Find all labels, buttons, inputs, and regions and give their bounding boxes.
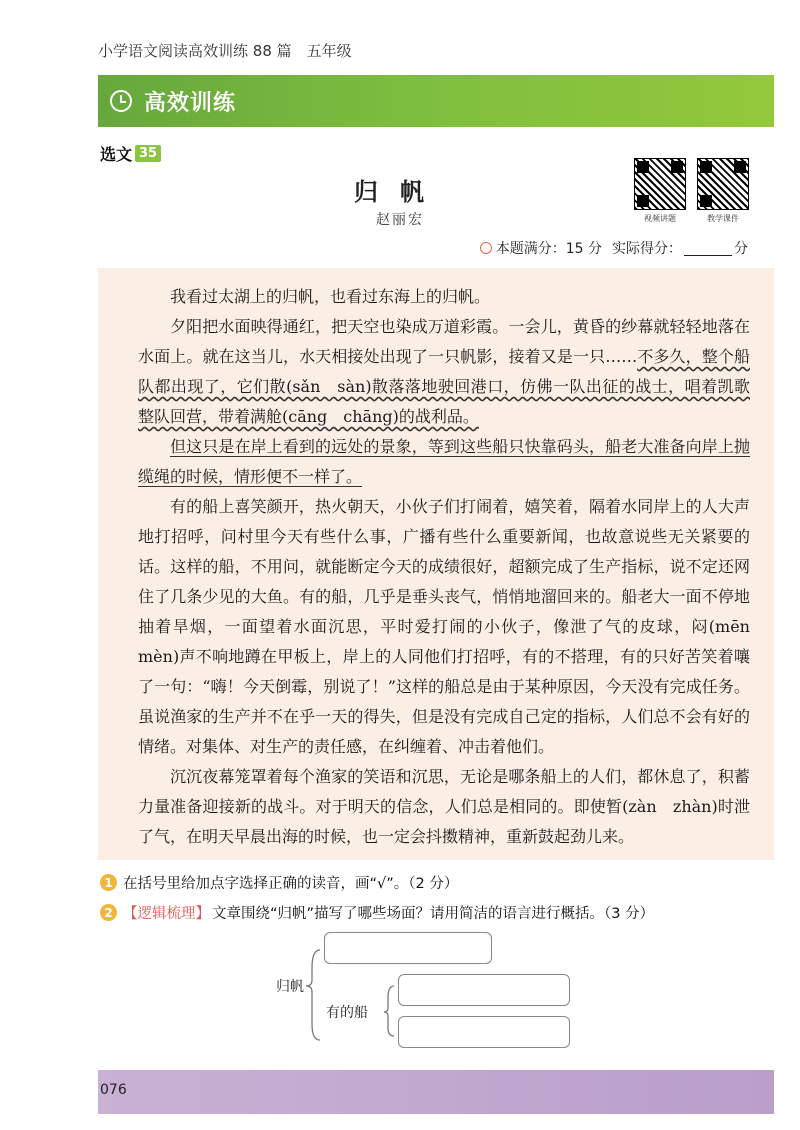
question-number: 1 [100,874,117,891]
section-label [100,142,161,165]
question-text: 文章围绕“归帆”描写了哪些场面？请用简洁的语言进行概括。（3 分） [212,906,655,922]
article-body [98,268,774,860]
article-title: 归帆 [354,177,446,206]
footer-band [98,1070,774,1114]
question-1 [100,872,780,893]
training-banner [98,75,774,127]
paragraph-3 [138,432,750,492]
section-number: 35 [135,145,161,162]
question-number: 2 [100,904,117,921]
clock-icon [110,90,132,112]
question-2 [100,902,780,923]
page-number: 076 [100,1082,127,1098]
answer-box-3[interactable] [398,1016,570,1048]
question-list [100,872,780,932]
article-author: 赵丽宏 [376,212,424,228]
qr-caption-courseware: 教学课件 [707,214,739,223]
paragraph-5: 沉沉夜幕笼罩着每个渔家的笑语和沉思，无论是哪条船上的人们，都休息了，积蓄力量准备迎接新的战斗。对于明天的信念，人们总是相同的。即使暂(zàn zhàn)时泄了气，在明天早晨出海的时候，也一定会抖擞精神，重新鼓起劲儿来。 [138,767,750,846]
qr-code-icon [634,158,686,210]
book-title: 小学语文阅读高效训练 88 篇 五年级 [98,42,352,60]
score-line [480,238,748,258]
section-label-text: 选文 [100,145,133,164]
score-unit: 分 [734,241,748,257]
actual-score-label: 实际得分： [612,241,682,257]
wavy-underlined-sentence: 不多久，整个船队都出现了，它们散(sǎn sàn)散落落地驶回港口，仿佛一队出征的战士，唱着凯歌整队回营，带着满舱(cāng chāng)的战利品。 [138,347,750,426]
qr-code-icon [697,158,749,210]
diagram-branch-label: 有的船 [326,1005,368,1021]
underlined-sentence: 但这只是在岸上看到的远处的景象，等到这些船只快靠码头，船老大准备向岸上抛缆绳的时候，情形便不一样了。 [138,437,750,486]
qr-code-courseware[interactable] [697,158,749,224]
paragraph-2-intro: 夕阳把水面映得通红，把天空也染成万道彩霞。一会儿，黄昏的纱幕就轻轻地落在水面上。就在这当儿，水天相接处出现了一只帆影，接着又是一只…… [138,317,750,366]
paragraph-4: 有的船上喜笑颜开，热火朝天，小伙子们打闹着，嬉笑着，隔着水同岸上的人大声地打招呼，问村里今天有些什么事，广播有些什么重要新闻，也故意说些无关紧要的话。这样的船，不用问，就能断定今天的成绩很好，超额完成了生产指标，说不定还网住了几条少见的大鱼。有的船，几乎是垂头丧气，悄悄地溜回来的。船老大一面不停地抽着旱烟，一面望着水面沉思，平时爱打闹的小伙子，像泄了气的皮球，闷(mēn mèn)声不响地蹲在甲板上，岸上的人同他们打招呼，有的不搭理，有的只好苦笑着嚷了一句：“嗨！今天倒霉，别说了！”这样的船总是由于某种原因，今天没有完成任务。虽说渔家的生产并不在乎一天的得失，但是没有完成自己定的指标，人们总不会有好的情绪。对集体、对生产的责任感，在纠缠着、冲击着他们。 [138,497,767,756]
banner-title: 高效训练 [144,90,237,116]
answer-box-2[interactable] [398,974,570,1006]
full-score: 本题满分：15 分 [495,241,602,257]
summary-diagram [270,928,600,1058]
paragraph-2 [138,312,750,432]
question-tag: 【逻辑梳理】 [123,906,210,922]
qr-code-video[interactable] [634,158,686,224]
question-text: 在括号里给加点字选择正确的读音，画“√”。（2 分） [123,876,459,892]
qr-caption-video: 视频讲题 [644,214,676,223]
answer-box-1[interactable] [324,932,492,964]
actual-score-blank[interactable] [684,241,732,256]
diagram-root-label: 归帆 [276,979,304,995]
clock-icon [480,242,492,254]
paragraph-1: 我看过太湖上的归帆，也看过东海上的归帆。 [170,287,491,306]
